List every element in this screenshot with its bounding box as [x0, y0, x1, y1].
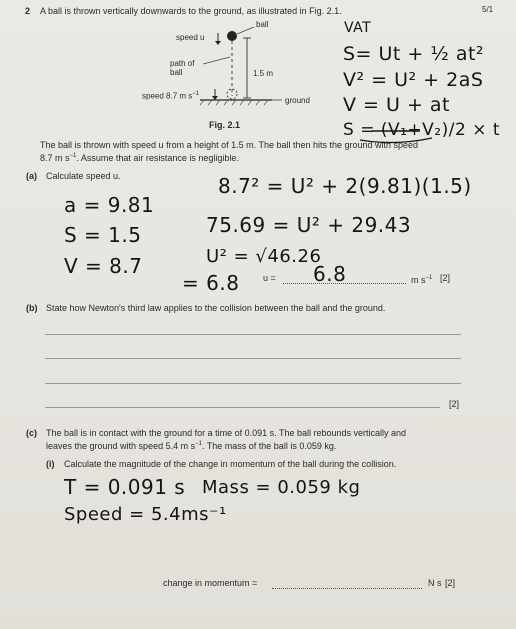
figure-label-speed-final: speed 8.7 m $s^{-1}$	[142, 91, 200, 101]
ball-top-shape	[227, 31, 237, 41]
part-a-answer-label: u =	[263, 273, 276, 283]
part-a-unit: m $s^{-1}$	[411, 275, 433, 285]
path-label-leader	[203, 57, 230, 64]
hw-eq-4: S = (V₁+V₂)/2 × t	[343, 120, 501, 140]
hw-answer-a: 6.8	[313, 262, 347, 286]
body-line-1: The ball is thrown with speed u from a height of 1.5 m. The ball then hits the ground with speed	[40, 140, 419, 150]
hw-work-a3: U² = √46.26	[206, 246, 322, 267]
part-c-line-1: The ball is in contact with the ground for a time of 0.091 s. The ball rebounds vertically and	[46, 428, 407, 438]
question-intro: A ball is thrown vertically downwards to the ground, as illustrated in Fig. 2.1.	[40, 6, 342, 16]
hw-work-a4: = 6.8	[182, 271, 240, 295]
hw-eq-3: V = U + at	[343, 94, 450, 116]
body-line-2: 8.7 m $s^{-1}$. Assume that air resistance is negligible.	[40, 153, 239, 163]
hw-work-a1: 8.7² = U² + 2(9.81)(1.5)	[218, 174, 472, 198]
part-b-question: State how Newton's third law applies to the collision between the ball and the ground.	[46, 303, 386, 313]
corner-mark: 5/1	[482, 5, 494, 14]
part-c-marks: [2]	[445, 578, 456, 588]
part-a-question: Calculate speed u.	[46, 171, 121, 181]
part-a-marks: [2]	[440, 273, 451, 283]
hw-var-speed: Speed = 5.4ms⁻¹	[64, 504, 227, 525]
part-c-answer-line[interactable]	[272, 588, 422, 589]
part-a-label: (a)	[26, 171, 37, 181]
question-number: 2	[25, 6, 31, 16]
hw-var-mass: Mass = 0.059 kg	[202, 477, 361, 498]
part-b-answer-line-4[interactable]	[45, 407, 440, 408]
hw-eq-2: V² = U² + 2aS	[343, 69, 484, 91]
figure-label-ground: ground	[285, 96, 310, 105]
part-b-answer-line-1[interactable]	[45, 334, 461, 335]
part-c-line-2: leaves the ground with speed 5.4 m $s^{-1}$. The mass of the ball is 0.059 kg.	[46, 441, 337, 451]
hw-var-t: T = 0.091 s	[64, 475, 186, 499]
hw-eq-1: S= Ut + ½ at²	[343, 43, 485, 65]
part-b-answer-line-3[interactable]	[45, 383, 461, 384]
hw-work-a2: 75.69 = U² + 29.43	[206, 213, 412, 237]
part-b-marks: [2]	[449, 399, 460, 409]
speed-u-arrowhead	[215, 41, 221, 45]
hw-var-a: a = 9.81	[64, 193, 155, 217]
figure-label-speed-u: speed u	[176, 33, 205, 42]
part-c-i-label: (i)	[46, 459, 55, 469]
part-b-label: (b)	[26, 303, 38, 313]
part-c-answer-label: change in momentum =	[163, 578, 258, 588]
ball-label-leader	[237, 27, 254, 34]
figure-label-path-2: ball	[170, 68, 183, 77]
figure-label-height: 1.5 m	[253, 69, 274, 78]
hw-var-s: S = 1.5	[64, 223, 142, 247]
figure-label-ball: ball	[256, 20, 269, 29]
hw-var-v: V = 8.7	[64, 254, 143, 278]
hw-suvat-heading: VAT	[344, 20, 372, 36]
figure-label-path-1: path of	[170, 59, 195, 68]
part-c-label: (c)	[26, 428, 37, 438]
part-c-unit: N s	[428, 578, 442, 588]
ground-hatching	[200, 100, 268, 105]
part-c-i-question: Calculate the magnitude of the change in momentum of the ball during the collision.	[64, 459, 397, 469]
figure-caption: Fig. 2.1	[209, 120, 241, 130]
part-b-answer-line-2[interactable]	[45, 358, 461, 359]
